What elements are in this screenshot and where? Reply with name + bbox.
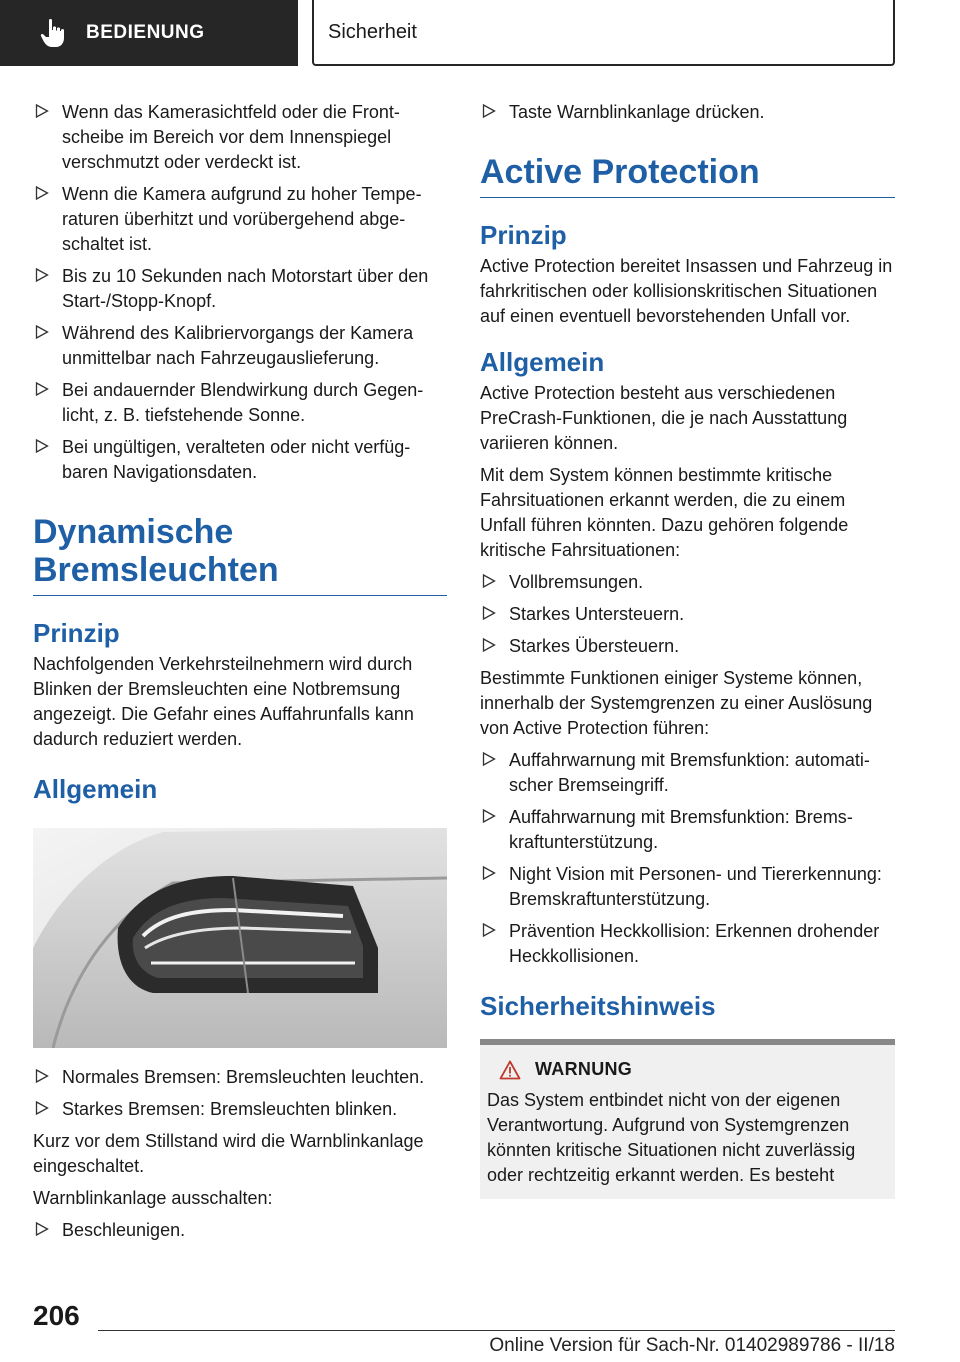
triangle-bullet-icon (35, 1100, 49, 1116)
list-item: Normales Bremsen: Bremsleuchten leuchten. (33, 1065, 447, 1090)
section-title-brake-lights: Dynamische Bremsleuchten (33, 513, 447, 596)
list-situations (480, 570, 895, 659)
triangle-bullet-icon (482, 751, 496, 767)
triangle-bullet-icon (35, 438, 49, 454)
functions-text: Bestimmte Funktionen einiger Systeme können, innerhalb der Systemgrenzen zu einer Auslösung von Active Protection führen: (480, 668, 873, 738)
section-tab-label: BEDIENUNG (86, 22, 205, 43)
list-item: Night Vision mit Personen- und Tiererkennung: Bremskraftunterstützung. (480, 862, 895, 912)
triangle-bullet-icon (482, 865, 496, 881)
warning-box (480, 1039, 895, 1199)
triangle-bullet-icon (482, 605, 496, 621)
list-item: Bis zu 10 Sekunden nach Motorstart über den Start-/Stopp-Knopf. (33, 264, 447, 314)
stillstand-text: Kurz vor dem Stillstand wird die Warnblinkanlage eingeschaltet. (33, 1131, 424, 1176)
left-column (33, 100, 447, 1250)
triangle-bullet-icon (482, 922, 496, 938)
list-item: Während des Kalibriervorgangs der Kamera unmittelbar nach Fahrzeugauslieferung. (33, 321, 447, 371)
warning-label: WARNUNG (535, 1059, 633, 1079)
list-item: Wenn das Kamerasichtfeld oder die Frontscheibe im Bereich vor dem Innenspiegel verschmutzt oder verdeckt ist. (33, 100, 447, 175)
list-item: Bei andauernder Blendwirkung durch Gegenlicht, z. B. tiefstehende Sonne. (33, 378, 447, 428)
triangle-bullet-icon (35, 324, 49, 340)
list-item: Starkes Untersteuern. (480, 602, 895, 627)
prinzip-text: Active Protection bereitet Insassen und Fahrzeug in fahrkritischen oder kollisionskritischen Situationen auf einen eventuell bevorstehenden Unfall vor. (480, 256, 893, 326)
triangle-bullet-icon (482, 103, 496, 119)
list-item: Prävention Heckkollision: Erkennen drohender Heckkollisionen. (480, 919, 895, 969)
list-item: Starkes Übersteuern. (480, 634, 895, 659)
list-item: Wenn die Kamera aufgrund zu hoher Temperaturen überhitzt und vorübergehend abgeschaltet ist. (33, 182, 447, 257)
list-functions (480, 748, 895, 969)
triangle-bullet-icon (35, 381, 49, 397)
list-conditions (33, 100, 447, 485)
section-tab[interactable] (0, 0, 298, 66)
triangle-bullet-icon (35, 1068, 49, 1084)
warning-triangle-icon (499, 1060, 521, 1080)
online-version-note: Online Version für Sach-Nr. 01402989786 - II/18 (489, 1335, 895, 1356)
prinzip-text: Nachfolgenden Verkehrsteilnehmern wird durch Blinken der Bremsleuchten eine Notbremsung angezeigt. Die Gefahr eines Auffahrunfalls kann dadurch reduziert werden. (33, 654, 414, 749)
list-item: Taste Warnblinkanlage drücken. (480, 100, 895, 125)
triangle-bullet-icon (35, 185, 49, 201)
warnblink-text: Warnblinkanlage ausschalten: (33, 1188, 273, 1208)
heading-prinzip: Prinzip (33, 618, 120, 648)
section-title-active-protection: Active Protection (480, 153, 895, 198)
triangle-bullet-icon (482, 637, 496, 653)
triangle-bullet-icon (482, 808, 496, 824)
list-item: Beschleunigen. (33, 1218, 447, 1243)
heading-safety-notice: Sicherheitshinweis (480, 991, 716, 1021)
warning-text: Das System entbindet nicht von der eigenen Verantwortung. Aufgrund von Systemgrenzen könnten kritische Situationen nicht zuverlässig oder rechtzeitig erkannt werden. Es besteht (487, 1090, 856, 1185)
list-item: Starkes Bremsen: Bremsleuchten blinken. (33, 1097, 447, 1122)
allgemein-text: Active Protection besteht aus verschiedenen PreCrash-Funktionen, die je nach Ausstattung variieren können. (480, 383, 848, 453)
footer-divider (98, 1330, 895, 1331)
tail-light-photo (33, 828, 447, 1048)
triangle-bullet-icon (35, 267, 49, 283)
list-item: Auffahrwarnung mit Bremsfunktion: automatischer Bremseingriff. (480, 748, 895, 798)
heading-allgemein: Allgemein (33, 774, 158, 804)
chapter-tab[interactable] (312, 0, 895, 66)
list-brake-modes (33, 1065, 447, 1122)
allgemein-text: Mit dem System können bestimmte kritische Fahrsituationen erkannt werden, die zu einem Unfall führen könnten. Dazu gehören folgende kritische Fahrsituationen: (480, 465, 849, 560)
page-number: 206 (33, 1300, 80, 1331)
heading-allgemein: Allgemein (480, 347, 605, 377)
page-header (0, 0, 960, 66)
heading-prinzip: Prinzip (480, 220, 567, 250)
chapter-tab-label: Sicherheit (328, 20, 417, 43)
hand-pointer-icon (40, 18, 66, 48)
list-item: Bei ungültigen, veralteten oder nicht verfügbaren Navigationsdaten. (33, 435, 447, 485)
right-column (480, 100, 895, 1199)
triangle-bullet-icon (482, 573, 496, 589)
warning-header (487, 1059, 888, 1080)
triangle-bullet-icon (35, 103, 49, 119)
list-item: Vollbremsungen. (480, 570, 895, 595)
triangle-bullet-icon (35, 1221, 49, 1237)
list-item: Auffahrwarnung mit Bremsfunktion: Bremskraftunterstützung. (480, 805, 895, 855)
